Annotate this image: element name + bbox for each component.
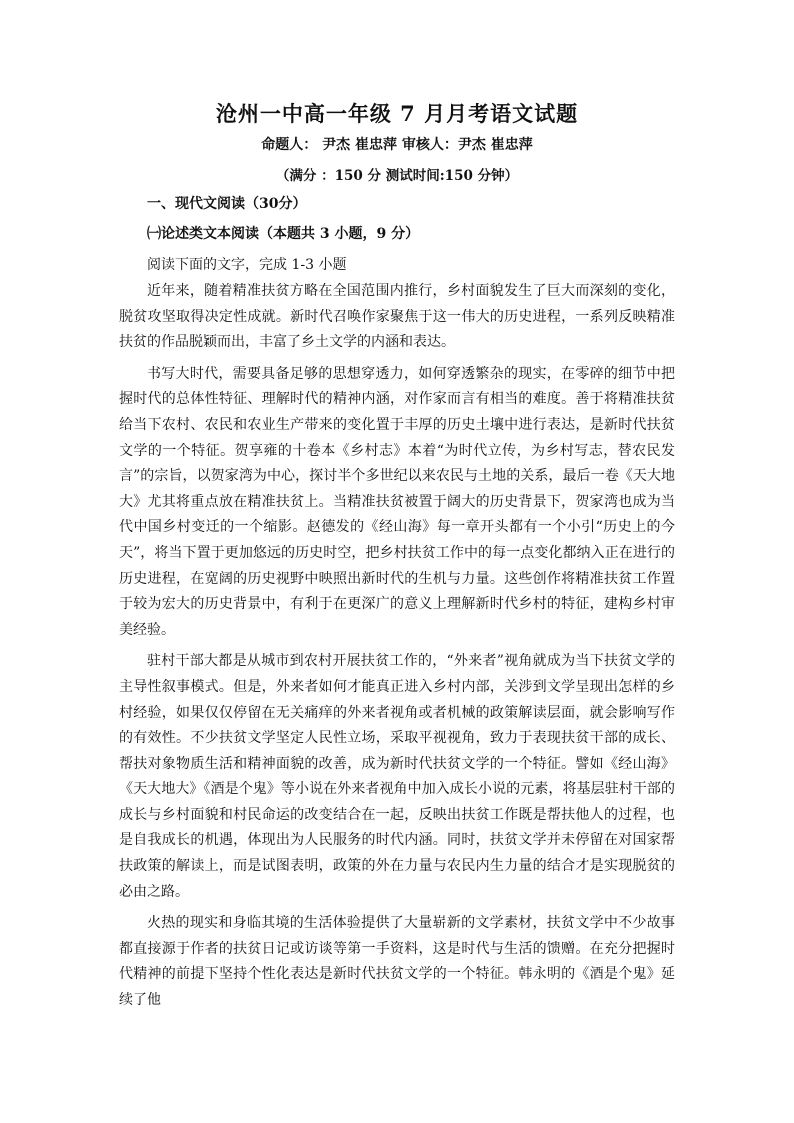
reading-instruction: 阅读下面的文字，完成 1-3 小题 xyxy=(147,257,347,273)
exam-title: 沧州一中高一年级 7 月月考语文试题 xyxy=(215,101,579,126)
authors-line: 命题人： 尹杰 崔忠萍 审核人：尹杰 崔忠萍 xyxy=(261,137,533,153)
passage-body xyxy=(119,279,675,1020)
subsection-heading: ㈠论述类文本阅读（本题共 3 小题，9 分） xyxy=(147,226,420,242)
score-time-line: （满分 ：150 分 测试时间:150 分钟） xyxy=(275,168,519,184)
passage-paragraph: 驻村干部大都是从城市到农村开展扶贫工作的，“外来者”视角就成为当下扶贫文学的主导性叙事模式。但是，外来者如何才能真正进入乡村内部，关涉到文学呈现出怎样的乡村经验，如果仅仅停留在无关痛痒的外来者视角或者机械的政策解读层面，就会影响写作的有效性。不少扶贫文学坚定人民性立场，采取平视视角，致力于表现扶贫干部的成长、帮扶对象物质生活和精神面貌的改善，成为新时代扶贫文学的一个特征。譬如《经山海》《天大地大》《酒是个鬼》等小说在外来者视角中加入成长小说的元素，将基层驻村干部的成长与乡村面貌和村民命运的改变结合在一起，反映出扶贫工作既是帮扶他人的过程，也是自我成长的机遇，体现出为人民服务的时代内涵。同时，扶贫文学并未停留在对国家帮扶政策的解读上，而是试图表明，政策的外在力量与农民内生力量的结合才是实现脱贫的必由之路。 xyxy=(119,653,675,900)
passage-paragraph: 书写大时代，需要具备足够的思想穿透力，如何穿透繁杂的现实，在零碎的细节中把握时代的总体性特征、理解时代的精神内涵，对作家而言有相当的难度。善于将精准扶贫给当下农村、农民和农业生产带来的变化置于丰厚的历史土壤中进行表达，是新时代扶贫文学的一个特征。贺享雍的十卷本《乡村志》本着“为时代立传，为乡村写志，替农民发言”的宗旨，以贺家湾为中心，探讨半个多世纪以来农民与土地的关系，最后一卷《天大地大》尤其将重点放在精准扶贫上。当精准扶贫被置于阔大的历史背景下，贺家湾也成为当代中国乡村变迁的一个缩影。赵德发的《经山海》每一章开头都有一个小引“历史上的今天”，将当下置于更加悠远的历史时空，把乡村扶贫工作中的每一点变化都纳入正在进行的历史进程，在宽阔的历史视野中映照出新时代的生机与力量。这些创作将精准扶贫工作置于较为宏大的历史背景中，有利于在更深广的意义上理解新时代乡村的特征，建构乡村审美经验。 xyxy=(119,365,675,638)
section-heading: 一、现代文阅读（30分） xyxy=(147,196,307,212)
passage-paragraph: 火热的现实和身临其境的生活体验提供了大量崭新的文学素材，扶贫文学中不少故事都直接源于作者的扶贫日记或访谈等第一手资料，这是时代与生活的馈赠。在充分把握时代精神的前提下坚持个性化表达是新时代扶贫文学的一个特征。韩永明的《酒是个鬼》延续了他 xyxy=(119,915,675,1009)
passage-paragraph: 近年来，随着精准扶贫方略在全国范围内推行，乡村面貌发生了巨大而深刻的变化，脱贫攻坚取得决定性成就。新时代召唤作家聚焦于这一伟大的历史进程，一系列反映精准扶贫的作品脱颖而出，丰富了乡土文学的内涵和表达。 xyxy=(119,283,675,351)
